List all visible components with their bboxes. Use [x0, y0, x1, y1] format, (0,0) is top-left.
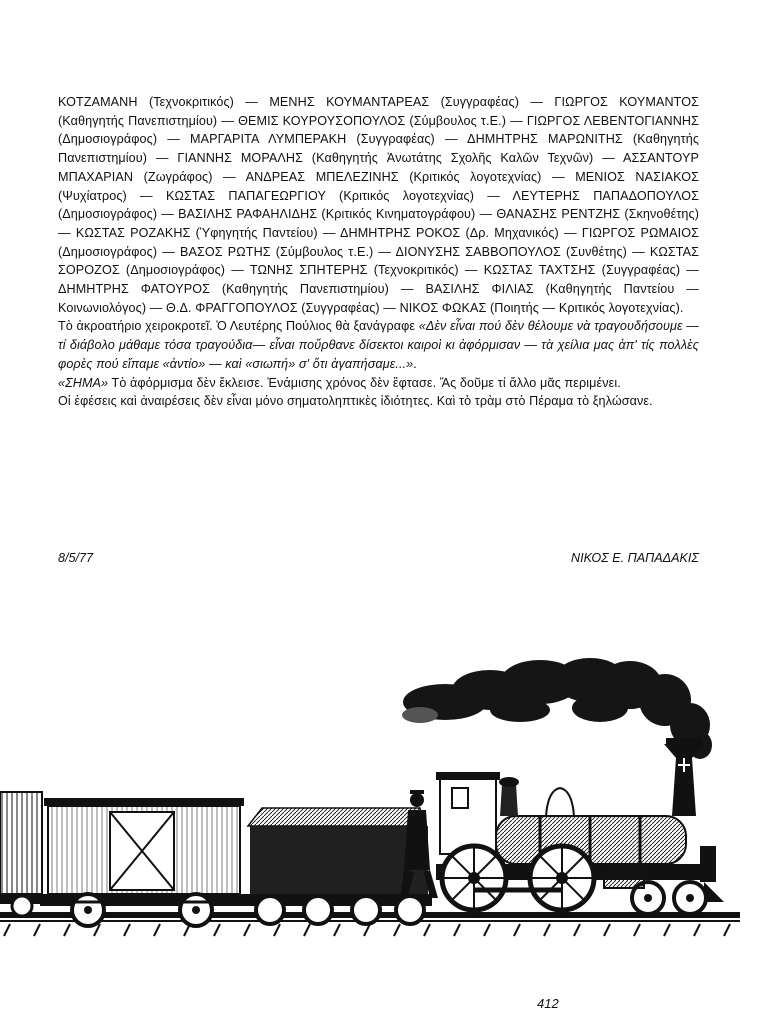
box-wagon	[40, 798, 250, 926]
author-name: ΝΙΚΟΣ Ε. ΠΑΠΑΔΑΚΙΣ	[571, 551, 699, 565]
sima-label: «ΣΗΜΑ»	[58, 375, 109, 390]
tender	[244, 808, 432, 924]
steam-locomotive	[436, 738, 724, 914]
audience-paragraph	[58, 317, 699, 373]
article-text	[58, 93, 699, 411]
participants-list: ΚΟΤΖΑΜΑΝΗ (Τεχνοκριτικός) — ΜΕΝΗΣ ΚΟΥΜΑΝΤΑΡΕΑΣ (Συγγραφέας) — ΓΙΩΡΓΟΣ ΚΟΥΜΑΝΤΟΣ (Καθηγητής Πανεπιστημίου) — ΘΕΜΙΣ ΚΟΥΡΟΥΣΟΠΟΥΛΟΣ (Σύμβουλος τ.Ε.) — ΓΙΩΡΓΟΣ ΛΕΒΕΝΤΟΓΙΑΝΝΗΣ (Δημοσιογράφος) — ΜΑΡΓΑΡΙΤΑ ΛΥΜΠΕΡΑΚΗ (Συγγραφέας) — ΔΗΜΗΤΡΗΣ ΜΑΡΩΝΙΤΗΣ (Καθηγητής Πανεπιστημίου) — ΓΙΑΝΝΗΣ ΜΟΡΑΛΗΣ (Καθηγητής Ἀνωτάτης Σχολῆς Καλῶν Τεχνῶν) — ΑΣΣΑΝΤΟΥΡ ΜΠΑΧΑΡΙΑΝ (Ζωγράφος) — ΑΝΔΡΕΑΣ ΜΠΕΛΕΖΙΝΗΣ (Κριτικός λογοτεχνίας) — ΜΕΝΙΟΣ ΝΑΣΙΑΚΟΣ (Ψυχίατρος) — ΚΩΣΤΑΣ ΠΑΠΑΓΕΩΡΓΙΟΥ (Κριτικός λογοτεχνίας) — ΛΕΥΤΕΡΗΣ ΠΑΠΑΔΟΠΟΥΛΟΣ (Δημοσιογράφος) — ΒΑΣΙΛΗΣ ΡΑΦΑΗΛΙΔΗΣ (Κριτικός Κινηματογράφου) — ΘΑΝΑΣΗΣ ΡΕΝΤΖΗΣ (Σκηνοθέτης) — ΚΩΣΤΑΣ ΡΟΖΑΚΗΣ (Ὑφηγητής Παντείου) — ΔΗΜΗΤΡΗΣ ΡΟΚΟΣ (Δρ. Μηχανικός) — ΓΙΩΡΓΟΣ ΡΩΜΑΙΟΣ (Δημοσιογράφος) — ΒΑΣΟΣ ΡΩΤΗΣ (Σύμβουλος τ.Ε.) — ΔΙΟΝΥΣΗΣ ΣΑΒΒΟΠΟΥΛΟΣ (Συνθέτης) — ΚΩΣΤΑΣ ΣΟΡΟΖΟΣ (Δημοσιογράφος) — ΤΩΝΗΣ ΣΠΗΤΕΡΗΣ (Τεχνοκριτικός) — ΚΩΣΤΑΣ ΤΑΧΤΣΗΣ (Συγγραφέας) — ΔΗΜΗΤΡΗΣ ΦΑΤΟΥΡΟΣ (Καθηγητής Πανεπιστημίου) — ΒΑΣΙΛΗΣ ΦΙΛΙΑΣ (Καθηγητής Παντείου — Κοινωνιολόγος) — Θ.Δ. ΦΡΑΓΓΟΠΟΥΛΟΣ (Συγγραφέας) — ΝΙΚΟΣ ΦΩΚΑΣ (Ποιητής — Κριτικός λογοτεχνίας).	[58, 95, 699, 315]
closing-paragraph: Οἱ ἐφέσεις καὶ ἀναιρέσεις δὲν εἶναι μόνο σηματοληπτικὲς ἰδιότητες. Καὶ τὸ τρὰμ στὸ Πέραμα τὸ ξηλώσανε.	[58, 394, 653, 409]
audience-lead: Τὸ ἀκροατήριο χειροκροτεῖ. Ὁ Λευτέρης Πούλιος θὰ ξανάγραφε	[58, 319, 419, 334]
poulios-quote: «Δὲν εἶναι πού δὲν θέλουμε νὰ τραγουδήσουμε —τί διάβολο μάθαμε τόσα τραγούδια— εἶναι ποὔρθανε δίσεκτοι καιροὶ κι ἀφόρμισαν — τὰ χείλια μας ἀπ' τίς πολλὲς φορὲς πού εἴπαμε «ἀντίο» — καὶ «σιωπή» σ' ὅτι ἀγαπήσαμε...»	[58, 319, 699, 371]
article-date: 8/5/77	[58, 551, 94, 565]
signature-row	[58, 551, 699, 565]
sima-text: Τὸ ἀφόρμισμα δὲν ἔκλεισε. Ἐνάμισης χρόνος δὲν ἔφτασε. Ἄς δοῦμε τί ἄλλο μᾶς περιμένει.	[108, 375, 621, 390]
audience-tail: .	[413, 356, 417, 371]
rear-wagon	[0, 792, 42, 916]
steam-train-illustration	[0, 640, 759, 960]
page-number: 412	[537, 996, 559, 1011]
smoke-plume	[402, 658, 712, 759]
sima-paragraph	[58, 374, 699, 393]
